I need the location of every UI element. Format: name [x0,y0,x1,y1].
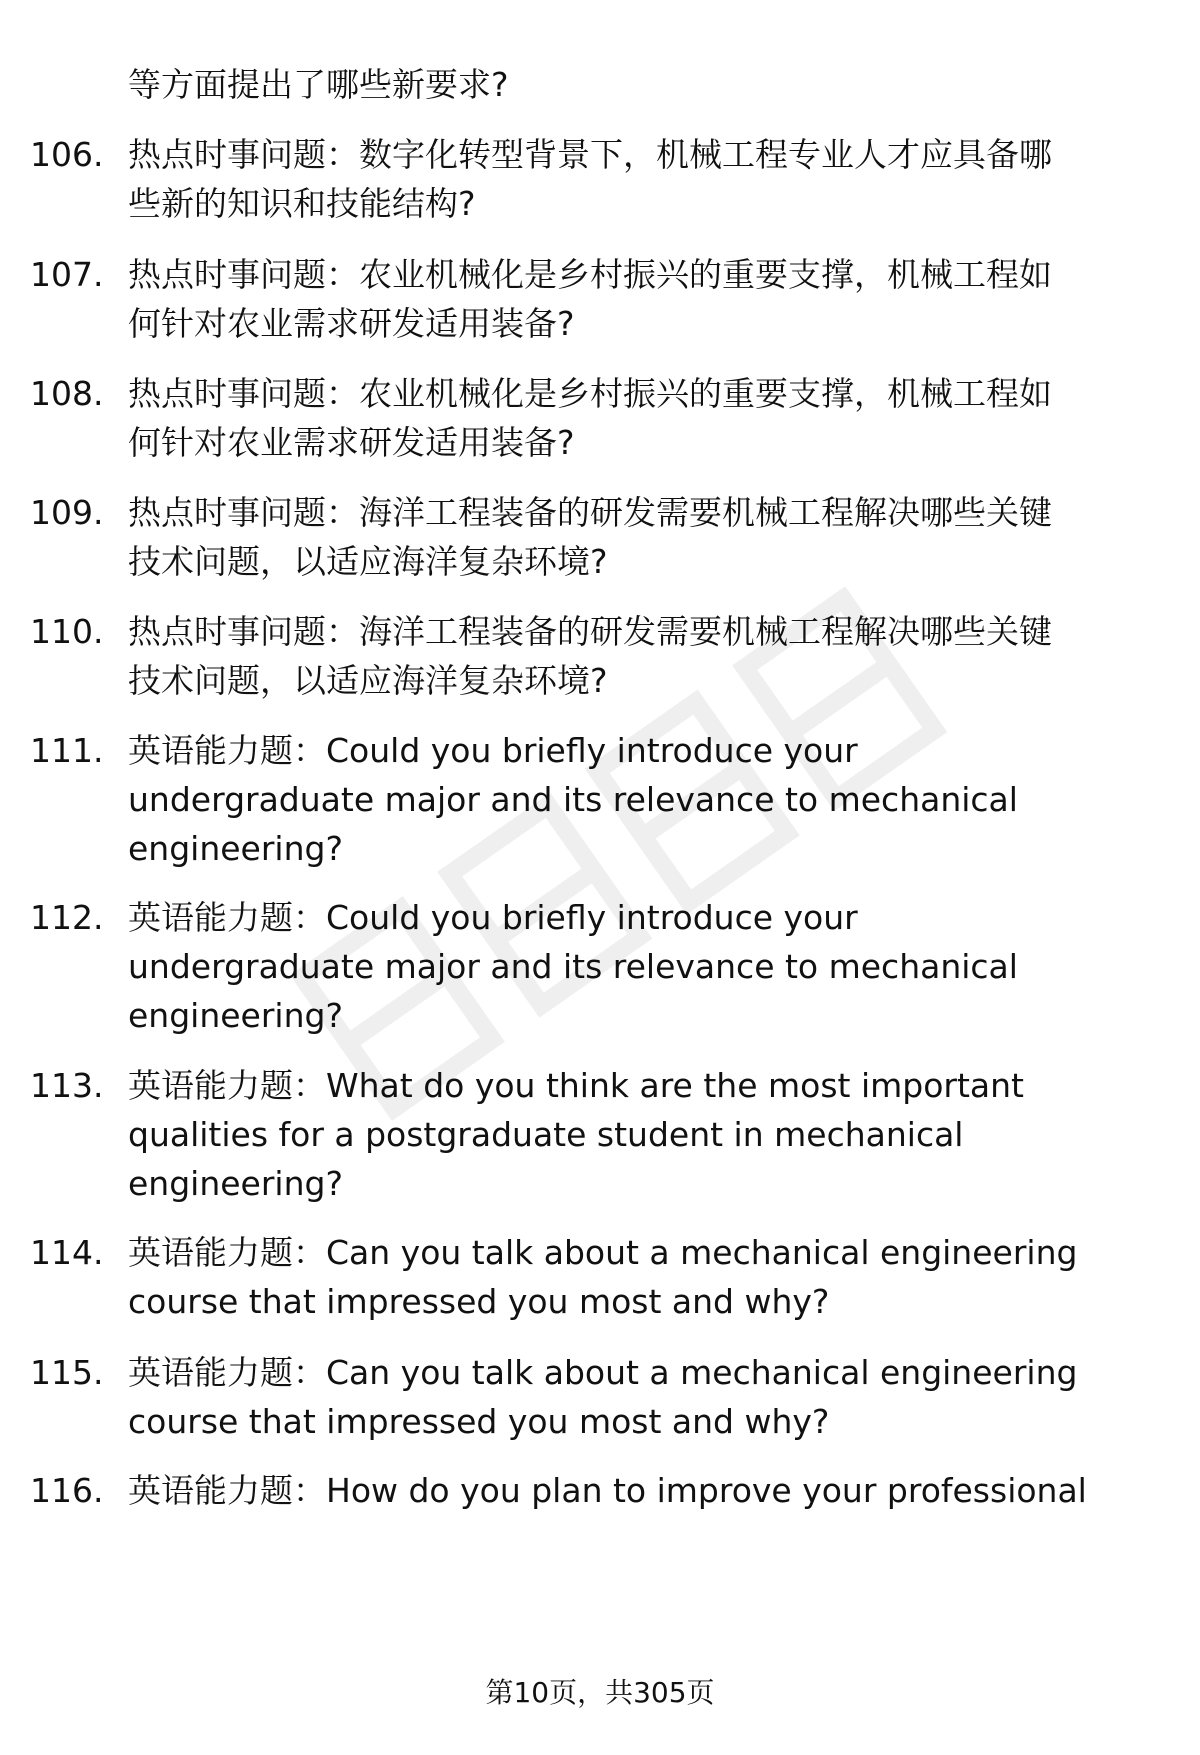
question-text [128,1061,1168,1208]
question-line: 何针对农业需求研发适用装备? [128,304,575,343]
question-line: undergraduate major and its relevance to mechanical [128,780,1018,819]
question-text [128,1348,1168,1446]
continuation-text: 等方面提出了哪些新要求? [128,65,509,104]
question-line: course that impressed you most and why? [128,1402,830,1441]
question-number: 113. [30,1066,104,1105]
question-line: engineering? [128,829,343,868]
question-text [128,893,1168,1040]
question-text [128,607,1168,705]
question-line: 英语能力题：How do you plan to improve your professional [128,1471,1087,1510]
question-line: 热点时事问题：农业机械化是乡村振兴的重要支撑，机械工程如 [128,255,1052,294]
page-footer: 第10页，共305页 [485,1676,715,1709]
question-text [128,488,1168,586]
question-line: 英语能力题：Could you briefly introduce your [128,898,858,937]
question-number: 109. [30,493,104,532]
question-number: 115. [30,1353,104,1392]
question-text [128,250,1168,348]
question-number: 111. [30,731,104,770]
question-number: 112. [30,898,104,937]
question-line: qualities for a postgraduate student in mechanical [128,1115,964,1154]
question-text [128,369,1168,467]
question-line: 热点时事问题：农业机械化是乡村振兴的重要支撑，机械工程如 [128,374,1052,413]
question-line: 何针对农业需求研发适用装备? [128,423,575,462]
question-number: 114. [30,1233,104,1272]
question-line: 英语能力题：Can you talk about a mechanical engineering [128,1233,1078,1272]
question-line: 英语能力题：What do you think are the most important [128,1066,1024,1105]
question-text [128,130,1168,228]
question-text [128,1228,1168,1326]
question-number: 110. [30,612,104,651]
question-line: undergraduate major and its relevance to mechanical [128,947,1018,986]
question-line: engineering? [128,1164,343,1203]
question-line: 英语能力题：Could you briefly introduce your [128,731,858,770]
question-text [128,726,1168,873]
question-number: 116. [30,1471,104,1510]
question-number: 107. [30,255,104,294]
question-line: 技术问题，以适应海洋复杂环境? [128,661,608,700]
question-line: 热点时事问题：海洋工程装备的研发需要机械工程解决哪些关键 [128,612,1052,651]
question-text [128,1466,1168,1515]
question-number: 106. [30,135,104,174]
question-line: 英语能力题：Can you talk about a mechanical engineering [128,1353,1078,1392]
question-line: 些新的知识和技能结构? [128,184,476,223]
question-line: 热点时事问题：海洋工程装备的研发需要机械工程解决哪些关键 [128,493,1052,532]
question-number: 108. [30,374,104,413]
question-line: course that impressed you most and why? [128,1282,830,1321]
question-line: 热点时事问题：数字化转型背景下，机械工程专业人才应具备哪 [128,135,1052,174]
question-line: engineering? [128,996,343,1035]
question-line: 技术问题，以适应海洋复杂环境? [128,542,608,581]
